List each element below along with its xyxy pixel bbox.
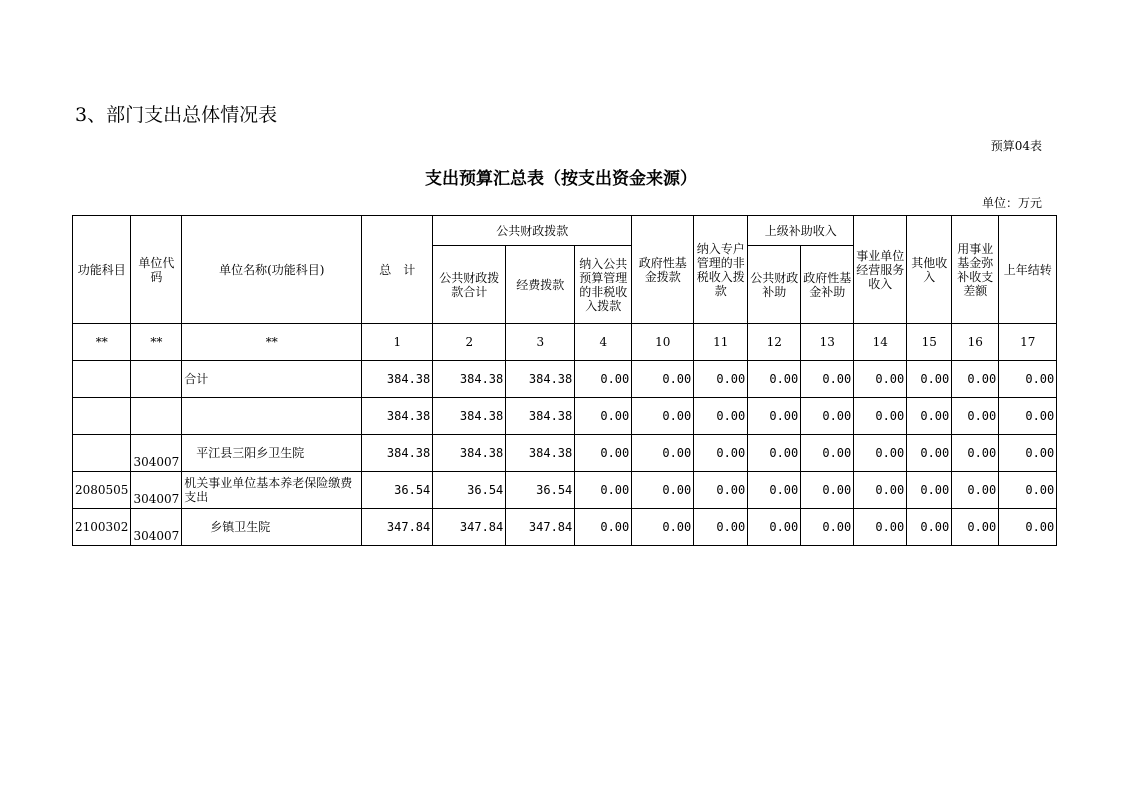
index-cell: 11	[694, 324, 748, 361]
index-cell: 17	[999, 324, 1057, 361]
value-cell: 384.38	[506, 398, 575, 435]
index-cell: 14	[854, 324, 907, 361]
func-code-cell: 2100302	[73, 509, 131, 546]
value-cell: 0.00	[632, 435, 694, 472]
value-cell: 0.00	[632, 509, 694, 546]
value-cell: 384.38	[433, 361, 506, 398]
index-cell: 2	[433, 324, 506, 361]
index-cell: 12	[748, 324, 801, 361]
value-cell: 347.84	[506, 509, 575, 546]
index-cell: **	[182, 324, 362, 361]
value-cell: 0.00	[694, 509, 748, 546]
value-cell: 384.38	[506, 361, 575, 398]
header-unit-name: 单位名称(功能科目)	[182, 216, 362, 324]
func-code-cell	[73, 435, 131, 472]
header-upper-gov: 政府性基金补助	[801, 246, 854, 324]
value-cell: 0.00	[801, 435, 854, 472]
value-cell: 36.54	[362, 472, 433, 509]
value-cell: 347.84	[433, 509, 506, 546]
table-row	[73, 398, 1057, 435]
index-cell: 1	[362, 324, 433, 361]
value-cell: 0.00	[748, 435, 801, 472]
value-cell: 0.00	[907, 435, 952, 472]
value-cell: 0.00	[801, 398, 854, 435]
header-carryover: 上年结转	[999, 216, 1057, 324]
unit-name-cell: 合计	[182, 361, 362, 398]
index-row	[73, 324, 1057, 361]
value-cell: 0.00	[952, 398, 999, 435]
value-cell: 0.00	[907, 398, 952, 435]
value-cell: 0.00	[632, 361, 694, 398]
value-cell: 0.00	[694, 361, 748, 398]
value-cell: 0.00	[748, 472, 801, 509]
index-cell: 3	[506, 324, 575, 361]
index-cell: 15	[907, 324, 952, 361]
value-cell: 36.54	[506, 472, 575, 509]
value-cell: 0.00	[575, 472, 632, 509]
value-cell: 0.00	[999, 361, 1057, 398]
value-cell: 36.54	[433, 472, 506, 509]
table-row	[73, 472, 1057, 509]
value-cell: 0.00	[632, 398, 694, 435]
header-special-nontax: 纳入专户管理的非税收入拨款	[694, 216, 748, 324]
value-cell: 0.00	[999, 398, 1057, 435]
unit-code-cell: 304007	[131, 472, 182, 509]
func-code-cell	[73, 398, 131, 435]
value-cell: 0.00	[854, 361, 907, 398]
value-cell: 347.84	[362, 509, 433, 546]
header-pf-funding: 经费拨款	[506, 246, 575, 324]
header-pf-total: 公共财政拨款合计	[433, 246, 506, 324]
form-number: 预算04表	[990, 139, 1042, 153]
header-upper-subsidy: 上级补助收入	[748, 216, 854, 246]
value-cell: 0.00	[575, 509, 632, 546]
value-cell: 0.00	[854, 398, 907, 435]
value-cell: 0.00	[999, 435, 1057, 472]
value-cell: 0.00	[748, 398, 801, 435]
value-cell: 0.00	[854, 509, 907, 546]
value-cell: 0.00	[952, 509, 999, 546]
unit-code-cell: 304007	[131, 435, 182, 472]
index-cell: 4	[575, 324, 632, 361]
header-upper-pf: 公共财政补助	[748, 246, 801, 324]
unit-name-cell: 乡镇卫生院	[182, 509, 362, 546]
value-cell: 0.00	[854, 435, 907, 472]
value-cell: 0.00	[694, 398, 748, 435]
value-cell: 384.38	[362, 361, 433, 398]
index-cell: 16	[952, 324, 999, 361]
value-cell: 0.00	[952, 435, 999, 472]
value-cell: 0.00	[748, 509, 801, 546]
func-code-cell	[73, 361, 131, 398]
budget-table	[72, 215, 1057, 546]
header-pf-nontax: 纳入公共预算管理的非税收入拨款	[575, 246, 632, 324]
func-code-cell: 2080505	[73, 472, 131, 509]
unit-code-cell	[131, 361, 182, 398]
value-cell: 0.00	[907, 472, 952, 509]
unit-label: 单位：万元	[981, 196, 1042, 210]
unit-name-cell: 机关事业单位基本养老保险缴费支出	[182, 472, 362, 509]
value-cell: 384.38	[433, 435, 506, 472]
unit-code-cell	[131, 398, 182, 435]
header-business-income: 事业单位经营服务收入	[854, 216, 907, 324]
header-other-income: 其他收入	[907, 216, 952, 324]
header-business-fund: 用事业基金弥补收支差额	[952, 216, 999, 324]
page-heading: 3、部门支出总体情况表	[75, 104, 278, 126]
value-cell: 0.00	[907, 361, 952, 398]
value-cell: 0.00	[801, 361, 854, 398]
value-cell: 0.00	[801, 509, 854, 546]
header-gov-fund: 政府性基金拨款	[632, 216, 694, 324]
index-cell: **	[131, 324, 182, 361]
value-cell: 0.00	[575, 398, 632, 435]
index-cell: **	[73, 324, 131, 361]
header-public-finance: 公共财政拨款	[433, 216, 632, 246]
header-unit-code: 单位代码	[131, 216, 182, 324]
value-cell: 0.00	[801, 472, 854, 509]
unit-name-cell	[182, 398, 362, 435]
value-cell: 0.00	[907, 509, 952, 546]
value-cell: 384.38	[362, 398, 433, 435]
value-cell: 0.00	[854, 472, 907, 509]
value-cell: 384.38	[506, 435, 575, 472]
value-cell: 0.00	[694, 435, 748, 472]
table-row	[73, 509, 1057, 546]
value-cell: 0.00	[575, 435, 632, 472]
index-cell: 10	[632, 324, 694, 361]
value-cell: 384.38	[433, 398, 506, 435]
index-cell: 13	[801, 324, 854, 361]
value-cell: 0.00	[999, 509, 1057, 546]
header-func-code: 功能科目	[73, 216, 131, 324]
value-cell: 0.00	[694, 472, 748, 509]
table-title: 支出预算汇总表（按支出资金来源）	[425, 169, 697, 189]
value-cell: 0.00	[632, 472, 694, 509]
unit-name-cell: 平江县三阳乡卫生院	[182, 435, 362, 472]
value-cell: 0.00	[952, 361, 999, 398]
value-cell: 0.00	[952, 472, 999, 509]
header-total: 总 计	[362, 216, 433, 324]
value-cell: 0.00	[575, 361, 632, 398]
table-row	[73, 361, 1057, 398]
unit-code-cell: 304007	[131, 509, 182, 546]
value-cell: 0.00	[748, 361, 801, 398]
value-cell: 384.38	[362, 435, 433, 472]
value-cell: 0.00	[999, 472, 1057, 509]
table-row	[73, 435, 1057, 472]
